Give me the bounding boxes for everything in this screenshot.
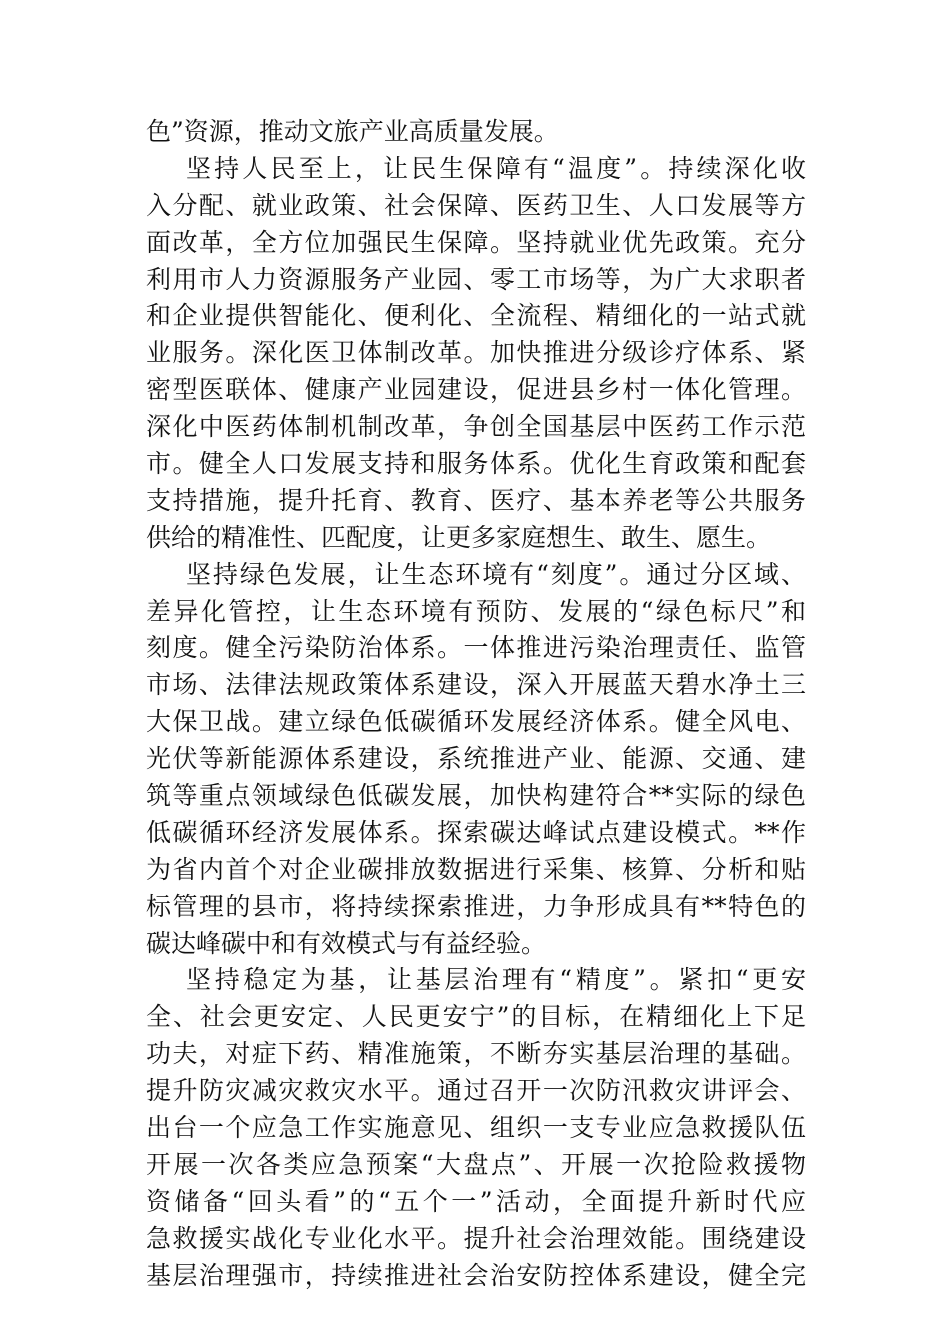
- text-line: 色”资源，推动文旅产业高质量发展。: [146, 117, 559, 146]
- text-line: 急救援实战化专业化水平。提升社会治理效能。围绕建设: [146, 1223, 806, 1253]
- text-line: 坚持绿色发展，让生态环境有“刻度”。通过分区域、: [186, 559, 806, 589]
- text-line: 坚持人民至上，让民生保障有“温度”。持续深化收: [186, 153, 806, 183]
- text-line: 供给的精准性、匹配度，让更多家庭想生、敢生、愿生。: [146, 522, 772, 552]
- text-line: 差异化管控，让生态环境有预防、发展的“绿色标尺”和: [146, 596, 806, 626]
- text-line: 光伏等新能源体系建设，系统推进产业、能源、交通、建: [146, 744, 806, 774]
- paragraph: [146, 962, 806, 1294]
- text-line: 面改革，全方位加强民生保障。坚持就业优先政策。充分: [146, 227, 806, 257]
- text-line: 低碳循环经济发展体系。探索碳达峰试点建设模式。**作: [146, 817, 806, 847]
- paragraph: [146, 557, 806, 963]
- document-body: [146, 114, 806, 1295]
- text-line: 刻度。健全污染防治体系。一体推进污染治理责任、监管: [146, 633, 806, 663]
- text-line: 业服务。深化医卫体制改革。加快推进分级诊疗体系、紧: [146, 338, 806, 368]
- text-line: 市场、法律法规政策体系建设，深入开展蓝天碧水净土三: [146, 670, 806, 700]
- text-line: 入分配、就业政策、社会保障、医药卫生、人口发展等方: [146, 190, 806, 220]
- text-line: 市。健全人口发展支持和服务体系。优化生育政策和配套: [146, 449, 806, 479]
- text-line: 开展一次各类应急预案“大盘点”、开展一次抢险救援物: [146, 1149, 806, 1179]
- paragraph: [146, 114, 806, 151]
- text-line: 功夫，对症下药、精准施策，不断夯实基层治理的基础。: [146, 1039, 806, 1069]
- text-line: 大保卫战。建立绿色低碳循环发展经济体系。健全风电、: [146, 707, 806, 737]
- text-line: 为省内首个对企业碳排放数据进行采集、核算、分析和贴: [146, 854, 806, 884]
- text-line: 出台一个应急工作实施意见、组织一支专业应急救援队伍: [146, 1113, 806, 1143]
- text-line: 标管理的县市，将持续探索推进，力争形成具有**特色的: [146, 891, 806, 921]
- text-line: 支持措施，提升托育、教育、医疗、基本养老等公共服务: [146, 485, 806, 515]
- text-line: 深化中医药体制机制改革，争创全国基层中医药工作示范: [146, 412, 806, 442]
- text-line: 密型医联体、健康产业园建设，促进县乡村一体化管理。: [146, 375, 806, 405]
- text-line: 全、社会更安定、人民更安宁”的目标，在精细化上下足: [146, 1002, 806, 1032]
- text-line: 资储备“回头看”的“五个一”活动，全面提升新时代应: [146, 1186, 806, 1216]
- text-line: 利用市人力资源服务产业园、零工市场等，为广大求职者: [146, 264, 806, 294]
- text-line: 筑等重点领域绿色低碳发展，加快构建符合**实际的绿色: [146, 781, 806, 811]
- paragraph: [146, 151, 806, 557]
- text-line: 基层治理强市，持续推进社会治安防控体系建设，健全完: [146, 1260, 806, 1290]
- text-line: 坚持稳定为基，让基层治理有“精度”。紧扣“更安: [186, 965, 806, 995]
- text-line: 和企业提供智能化、便利化、全流程、精细化的一站式就: [146, 301, 806, 331]
- text-line: 提升防灾减灾救灾水平。通过召开一次防汛救灾讲评会、: [146, 1076, 806, 1106]
- text-line: 碳达峰碳中和有效模式与有益经验。: [146, 928, 547, 958]
